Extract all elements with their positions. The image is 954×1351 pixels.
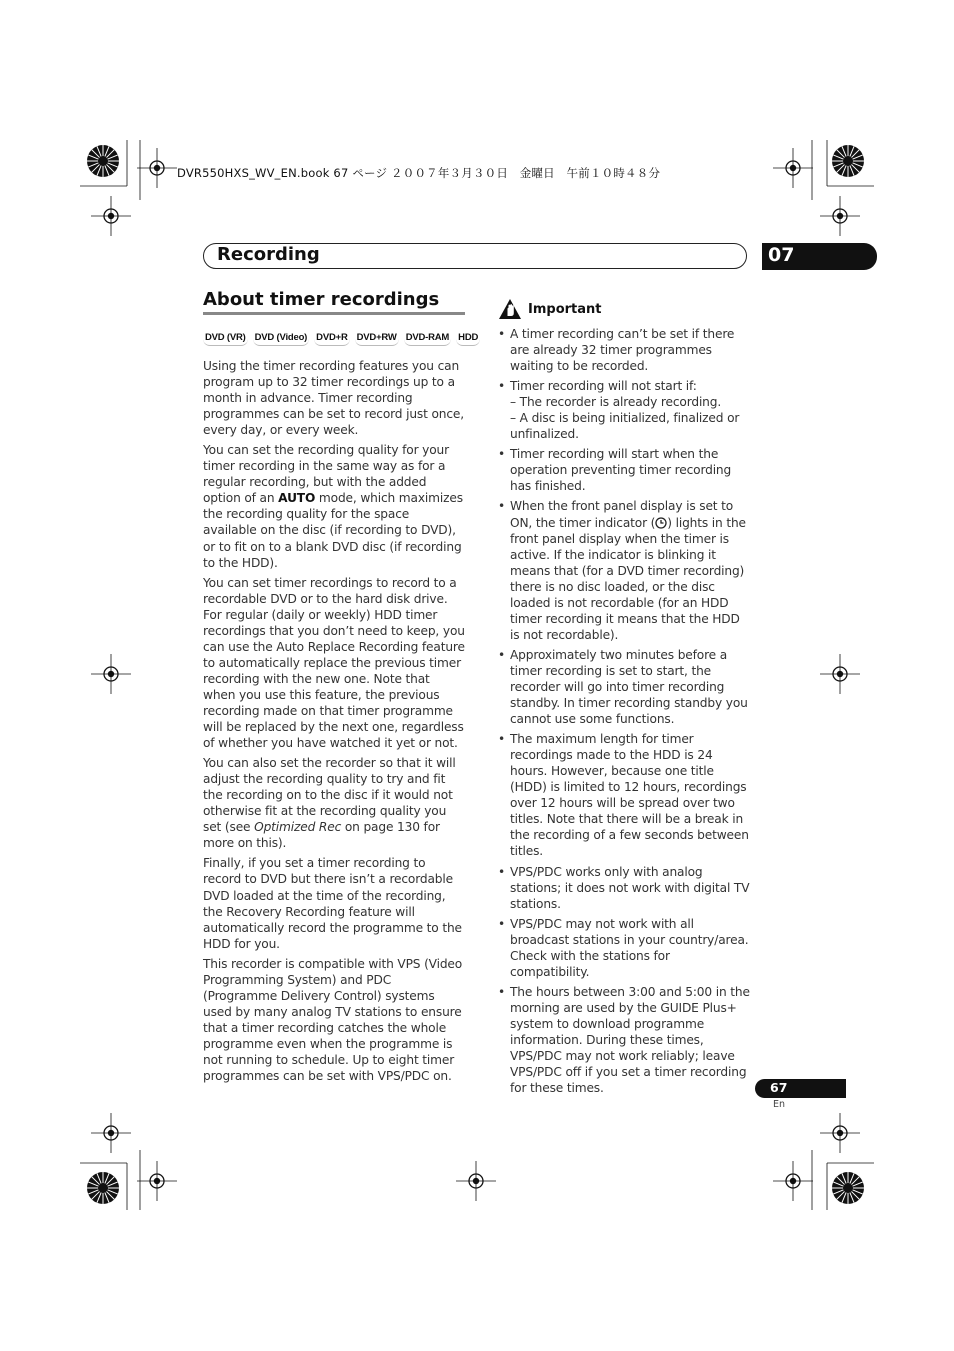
left-column (203, 358, 465, 1088)
auto-mode-label: AUTO (278, 491, 316, 506)
page-number-tab (755, 1079, 846, 1098)
chapter-number: 07 (768, 244, 795, 266)
timer-indicator-icon (655, 517, 667, 529)
page-title: About timer recordings (203, 289, 440, 310)
badge-dvd-vr: DVD (VR) (203, 330, 248, 346)
list-item: • Timer recording will not start if: – The recorder is already recording. – A disc is being initialized, finalized or unfinalized. (498, 378, 750, 442)
list-item: • The hours between 3:00 and 5:00 in the morning are used by the GUIDE Plus+ system to download programme information. During these times, VPS/PDC may not work reliably; leave VPS/PDC off if you set a timer recording for these times. (498, 984, 750, 1096)
paragraph-vps-pdc: This recorder is compatible with VPS (Video Programming System) and PDC (Programme Delivery Control) systems used by many analog TV stations to ensure that a timer recording catches the whole programme even when the programme is not running to schedule. Up to eight timer programmes can be set with VPS/PDC on. (203, 956, 463, 1084)
page-language: En (773, 1099, 786, 1110)
important-box (498, 298, 750, 1100)
badge-dvd-plus-r: DVD+R (314, 330, 349, 346)
list-item: • Approximately two minutes before a timer recording is set to start, the recorder will go into timer recording standby. In timer recording standby you cannot use some functions. (498, 647, 750, 727)
paragraph-optimized: You can also set the recorder so that it will adjust the recording quality to try and fit the recording on to the disc if it would not otherwise fit at the recording quality you set (see Optimized Rec on page 130 for more on this). (203, 756, 456, 851)
list-item: • VPS/PDC works only with analog stations; it does not work with digital TV stations. (498, 864, 750, 912)
badge-dvd-video: DVD (Video) (253, 330, 310, 346)
section-title: Recording (217, 244, 320, 265)
badge-dvd-ram: DVD-RAM (404, 330, 451, 346)
list-item: • A timer recording can’t be set if there are already 32 timer programmes waiting to be recorded. (498, 326, 750, 374)
page-number: 67 (770, 1080, 788, 1095)
warning-hand-icon (498, 298, 522, 320)
print-header: DVR550HXS_WV_EN.book 67 ページ ２００７年３月３０日 金曜日 午前１０時４８分 (177, 166, 661, 180)
list-item: • When the front panel display is set to ON, the timer indicator ( ) lights in the front panel display when the timer is active. If the indicator is blinking it means that (for a DVD timer recording) there is no disc loaded, or the disc loaded is not recordable (for an HDD timer recording it means that the HDD is not recordable). (498, 498, 750, 642)
important-list (498, 326, 750, 1096)
paragraph-quality: You can set the recording quality for your timer recording in the same way as for a regular recording, but with the added option of an AUTO mode, which maximizes the recording quality for the space available on the disc (if recording to DVD), or to fit on to a blank DVD disc (if recording to the HDD). (203, 443, 463, 570)
important-label: Important (528, 301, 602, 317)
paragraph-intro: Using the timer recording features you can program up to 32 timer recordings up to a month in advance. Timer recording programmes can be set to record just once, every day, or every week. (203, 359, 464, 438)
paragraph-auto-replace: You can set timer recordings to record to a recordable DVD or to the hard disk drive. For regular (daily or weekly) HDD timer recordings that you don’t need to keep, you can use the Auto Replace Recording feature to automatically replace the previous timer recording with the new one. Note that when you use this feature, the previous recording made on that timer programme will be replaced by the next one, regardless of whether you have watched it yet or not. (203, 575, 465, 751)
optimized-rec-reference: Optimized Rec (254, 820, 342, 835)
title-underline (203, 312, 465, 315)
paragraph-recovery: Finally, if you set a timer recording to record to DVD but there isn’t a recordable DVD loaded at the time of the recording, the Recovery Recording feature will automatically record the programme to the HDD for you. (203, 856, 462, 951)
list-item: • Timer recording will start when the operation preventing timer recording has finished. (498, 446, 750, 494)
badge-dvd-plus-rw: DVD+RW (355, 330, 399, 346)
badge-hdd: HDD (456, 330, 480, 346)
list-item: • VPS/PDC may not work with all broadcast stations in your country/area. Check with the stations for compatibility. (498, 916, 750, 980)
disc-type-badges (203, 330, 480, 346)
list-item: • The maximum length for timer recordings made to the HDD is 24 hours. However, because one title (HDD) is limited to 12 hours, recordings over 12 hours will be spread over two titles. Note that there will be a break in the recording of a few seconds between titles. (498, 731, 750, 859)
important-header (498, 298, 750, 320)
